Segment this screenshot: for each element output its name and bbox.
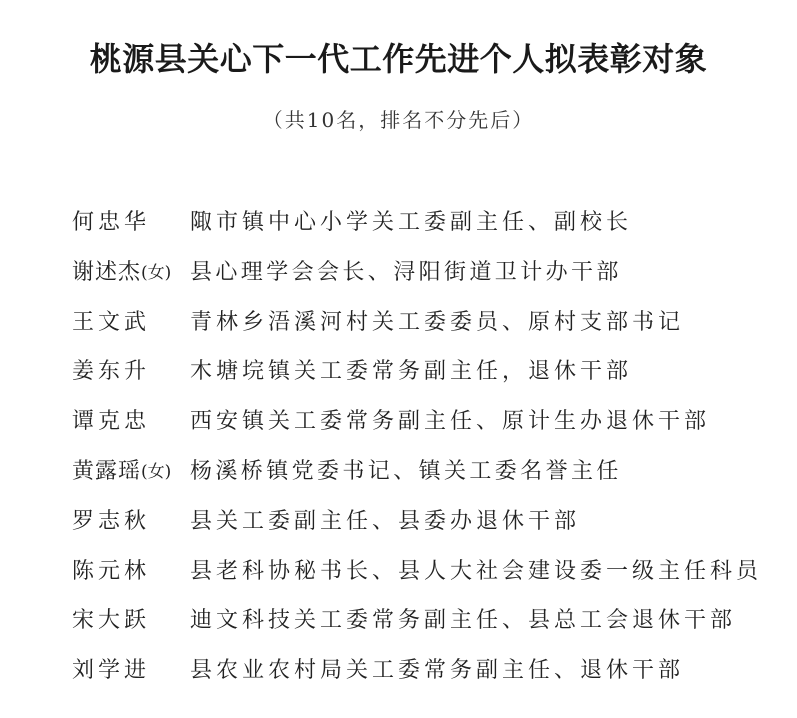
page-title: 桃源县关心下一代工作先进个人拟表彰对象 — [89, 40, 708, 78]
page-subtitle: （共10名，排名不分先后） — [262, 108, 535, 132]
list-item — [72, 347, 787, 397]
person-name: 罗志秋 — [72, 508, 151, 534]
list-item — [72, 447, 787, 497]
person-name: 刘学进 — [72, 658, 151, 684]
person-name: 姜东升 — [72, 359, 151, 385]
list-item — [72, 298, 787, 348]
list-item — [72, 198, 787, 248]
list-item — [72, 397, 787, 447]
person-description: 西安镇关工委常务副主任、原计生办退休干部 — [190, 409, 711, 435]
list-item — [72, 497, 787, 547]
person-description: 青林乡浯溪河村关工委委员、原村支部书记 — [190, 309, 685, 335]
person-description: 县关工委副主任、县委办退休干部 — [190, 508, 581, 534]
person-name: 谭克忠 — [72, 409, 151, 435]
person-name: 陈元林 — [72, 558, 151, 584]
person-description: 县心理学会会长、浔阳街道卫计办干部 — [190, 259, 622, 285]
person-name: 王文武 — [72, 309, 151, 335]
list-item — [72, 248, 787, 298]
person-gender: (女) — [141, 262, 172, 283]
person-description: 陬市镇中心小学关工委副主任、副校长 — [190, 210, 633, 235]
person-description: 县老科协秘书长、县人大社会建设委一级主任科员 — [190, 558, 763, 584]
person-name: 黄露瑶(女) — [72, 458, 172, 484]
honoree-list — [72, 198, 787, 696]
list-item — [72, 646, 787, 696]
person-name: 谢述杰(女) — [72, 259, 172, 285]
person-gender: (女) — [141, 461, 172, 482]
person-description: 杨溪桥镇党委书记、镇关工委名誉主任 — [190, 458, 622, 484]
list-item — [72, 547, 787, 597]
person-description: 迪文科技关工委常务副主任、县总工会退休干部 — [190, 608, 737, 634]
person-name: 何忠华 — [72, 210, 151, 235]
person-name: 宋大跃 — [72, 608, 151, 634]
person-description: 木塘垸镇关工委常务副主任，退休干部 — [190, 359, 633, 385]
list-item — [72, 596, 787, 646]
person-description: 县农业农村局关工委常务副主任、退休干部 — [190, 658, 685, 684]
